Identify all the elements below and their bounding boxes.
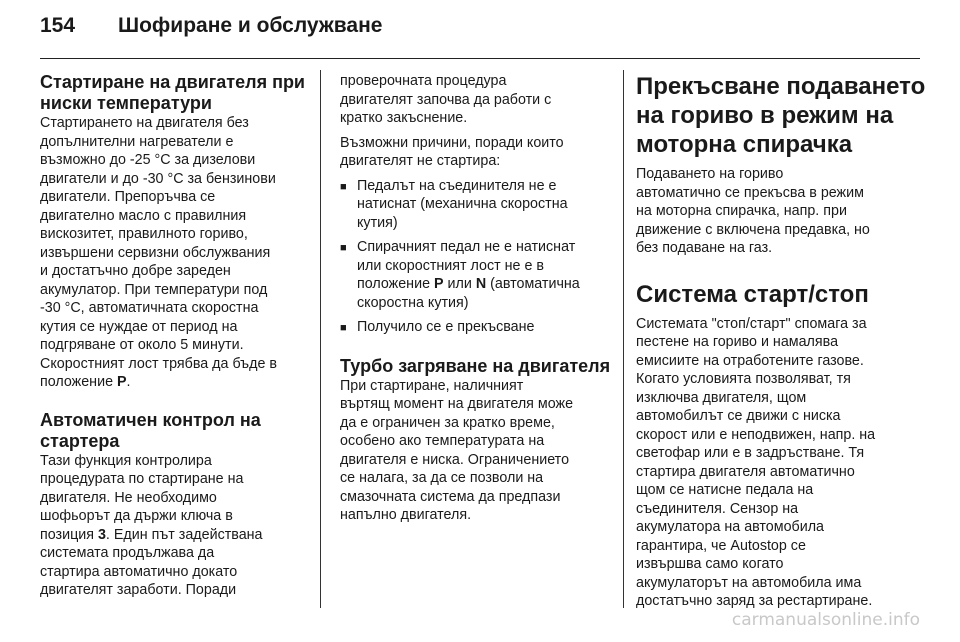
bullet-square-icon: ■ <box>340 322 347 334</box>
text-line: двигателят заработи. Поради <box>40 582 237 598</box>
bullet-square-icon: ■ <box>340 242 347 254</box>
text-line: извършва само когато <box>636 556 784 572</box>
column-middle <box>340 72 611 525</box>
gear-position-p: P <box>434 276 444 292</box>
text-line: подгряване от около 5 минути. <box>40 337 244 353</box>
text-line: светофар или е в задръстване. Тя <box>636 445 865 461</box>
text-fragment: положение <box>40 374 117 390</box>
text-line: Скоростният лост трябва да бъде в <box>40 355 277 372</box>
text-line: щом се натисне педала на <box>636 482 814 498</box>
text-fragment: позиция <box>40 526 98 543</box>
column-right <box>636 72 926 611</box>
text-fragment: (автоматична <box>486 276 580 292</box>
heading-auto-starter <box>40 410 308 452</box>
text-line: стартира двигателя автоматично <box>636 463 855 480</box>
column-divider <box>623 70 624 608</box>
heading-fuel-cut <box>636 72 926 159</box>
heading-stop-start <box>636 280 918 309</box>
text-line: достатъчно заряд за рестартиране. <box>636 593 873 609</box>
heading-line: ниски температури <box>40 93 212 113</box>
text-line: натиснат (механична скоростна <box>357 196 568 212</box>
text-line: При стартиране, наличният <box>340 377 524 394</box>
list-item <box>340 177 608 233</box>
text-line: Възможни причини, поради които <box>340 134 564 151</box>
text-line: двигателя е ниска. Ограничението <box>340 451 570 468</box>
text-line: двигателя. Не необходимо <box>40 489 217 506</box>
heading-cold-start <box>40 72 308 114</box>
text-line: Получило се е прекъсване <box>357 319 535 335</box>
heading-line: Прекъсване подаването <box>636 73 926 100</box>
heading-turbo <box>340 355 611 377</box>
text-line: или скоростният лост не е в <box>357 257 545 274</box>
text-line: напълно двигателя. <box>340 507 472 523</box>
heading-line: Автоматичен контрол на <box>40 409 261 430</box>
text-line: -30 °C, автоматичната скоростна <box>40 300 259 316</box>
text-line: стартира автоматично докато <box>40 563 238 580</box>
text-line: Подаването на гориво <box>636 166 784 182</box>
text-line: да е ограничен за кратко време, <box>340 414 555 431</box>
text-line <box>40 373 308 392</box>
page-number: 154 <box>40 14 76 37</box>
gear-position-n: N <box>475 276 487 292</box>
text-line: емисиите на отработените газове. <box>636 352 864 369</box>
paragraph-turbo <box>340 377 608 525</box>
text-line: кутия) <box>357 214 398 231</box>
text-fragment: или <box>443 276 476 292</box>
text-line: двигателят не стартира: <box>340 153 501 169</box>
text-line: двигатели. Препоръчва се <box>40 189 216 205</box>
text-line: възможно до -25 °C за дизелови <box>40 152 256 168</box>
list-item <box>340 238 608 312</box>
text-line: Спирачният педал не е натиснат <box>357 239 576 255</box>
text-line: акумулатора на автомобила <box>636 519 825 535</box>
heading-line: Стартиране на двигателя при <box>40 72 305 92</box>
text-line: акумулаторът на автомобила има <box>636 574 862 591</box>
text-line: Системата "стоп/старт" спомага за <box>636 315 867 332</box>
text-line <box>357 275 580 294</box>
text-line: двигатели и до -30 °C за бензинови <box>40 170 276 187</box>
text-fragment: положение <box>357 276 434 292</box>
text-line: допълнителни нагреватели е <box>40 133 234 150</box>
text-line: движение с включена предавка, но <box>636 221 870 238</box>
page-title: Шофиране и обслужване <box>118 14 383 37</box>
text-line: Тази функция контролира <box>40 452 212 469</box>
text-line: въртящ момент на двигателя може <box>340 396 574 412</box>
column-left <box>40 72 308 600</box>
text-line: двигателят започва да работи с <box>340 91 552 108</box>
bullet-square-icon: ■ <box>340 180 347 193</box>
text-line: проверочната процедура <box>340 73 507 89</box>
text-line: без подаване на газ. <box>636 240 773 256</box>
text-line: на моторна спирачка, напр. при <box>636 203 847 219</box>
text-line: вискозитет, правилното гориво, <box>40 226 248 242</box>
text-line: автомобилът се движи с ниска <box>636 408 841 424</box>
key-position-3: 3 <box>97 526 106 543</box>
page-header <box>40 14 382 50</box>
text-line: гарантира, че Autostop се <box>636 537 806 554</box>
text-line: двигателно масло с правилния <box>40 207 247 224</box>
text-line: скоростна кутия) <box>357 294 469 311</box>
paragraph-stop-start <box>636 315 918 611</box>
header-rule <box>40 58 920 59</box>
text-line: Когато условията позволяват, тя <box>636 371 851 387</box>
text-line: смазочната система да предпази <box>340 488 561 505</box>
text-line: особено ако температурата на <box>340 433 545 449</box>
column-divider <box>320 70 321 608</box>
paragraph-continued <box>340 72 608 128</box>
gear-position-p: P <box>117 374 127 390</box>
text-line: процедурата по стартиране на <box>40 471 244 487</box>
text-line: изключва двигателя, щом <box>636 389 807 406</box>
paragraph-auto-starter <box>40 452 308 600</box>
text-line: извършени сервизни обслужвания <box>40 244 271 261</box>
text-fragment: . Един път задействана <box>105 526 263 543</box>
text-line: съединителя. Сензор на <box>636 500 799 517</box>
text-line: кутия се нуждае от период на <box>40 318 238 335</box>
heading-line: на гориво в режим на <box>636 102 894 129</box>
text-line: пестене на гориво и намалява <box>636 334 839 350</box>
paragraph-cold-start <box>40 114 308 392</box>
text-line: шофьорът да държи ключа в <box>40 508 233 524</box>
paragraph-fuel-cut <box>636 165 918 258</box>
watermark: carmanualsonline.info <box>731 610 920 630</box>
text-line: се налага, за да се позволи на <box>340 470 544 486</box>
list-item <box>340 318 608 338</box>
heading-line: Турбо загряване на двигателя <box>340 355 611 376</box>
paragraph-reasons <box>340 134 608 171</box>
text-fragment: . <box>126 374 131 390</box>
text-line: системата продължава да <box>40 545 215 561</box>
heading-line: Система старт/стоп <box>636 280 869 308</box>
text-line: скорост или е неподвижен, напр. на <box>636 426 876 443</box>
text-line: Стартирането на двигателя без <box>40 115 249 131</box>
text-line: автоматично се прекъсва в режим <box>636 184 864 201</box>
heading-line: стартера <box>40 430 120 451</box>
text-line <box>40 526 308 545</box>
text-line: кратко закъснение. <box>340 110 468 126</box>
heading-line: моторна спирачка <box>636 131 853 158</box>
text-line: и достатъчно добре зареден <box>40 263 231 279</box>
text-line: акумулатор. При температури под <box>40 281 268 298</box>
text-line: Педалът на съединителя не е <box>357 177 557 194</box>
